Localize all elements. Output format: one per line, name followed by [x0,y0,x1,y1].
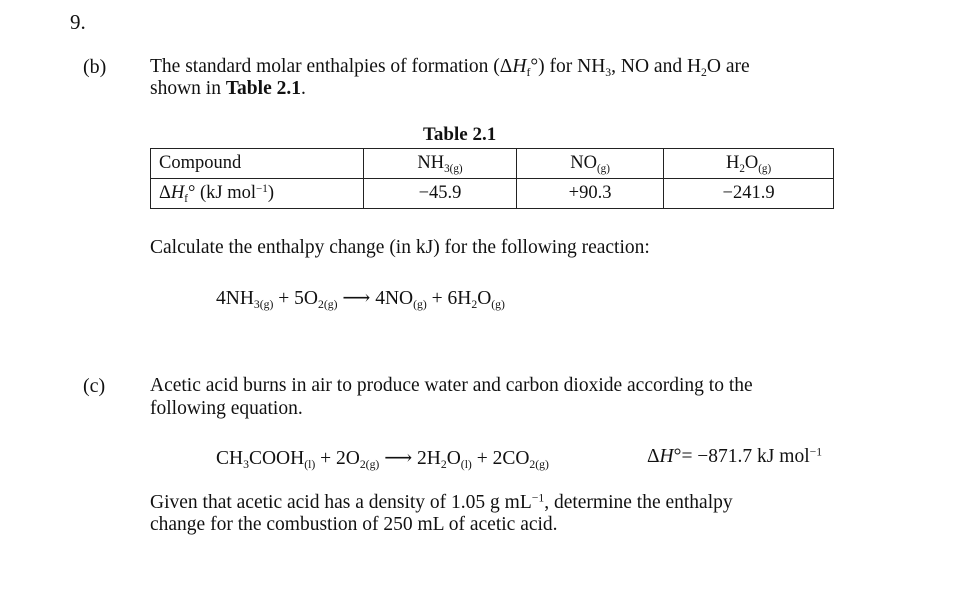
part-c-given-line1: Given that acetic acid has a density of 1.05 g $mL^{-1}$, determine the enthalpy [150,491,733,513]
table-caption: Table 2.1 [423,124,497,145]
header-cell-no: $NO_{(g)}$ [517,149,664,179]
part-c-enthalpy: ΔH°= −871.7 kJ mol$^{-1}$ [647,445,823,467]
value-cell-no: +90.3 [517,179,664,209]
question-number: 9. [70,10,86,34]
table-value-row [151,179,834,209]
part-b-label: (b) [83,56,107,78]
header-cell-nh3: $NH_{3(g)}$ [364,149,517,179]
part-b-instruction: Calculate the enthalpy change (in kJ) for the following reaction: [150,237,650,258]
table-header-row [151,149,834,179]
part-c-label: (c) [83,375,106,397]
value-row-label: $\Delta H_f^\circ$ (kJ mol$^{-1}$) [151,179,364,209]
part-b-reaction: $4NH_{3(g)} + 5O_{2(g)}$ ⟶ $4NO_{(g)} + 6H_2O_{(g)}$ [216,288,505,312]
header-cell-compound: Compound [151,149,364,179]
part-b-intro-line2: shown in Table 2.1. [150,78,306,99]
value-cell-nh3: −45.9 [364,179,517,209]
enthalpy-table [150,148,834,209]
part-c-reaction: $CH_3COOH_{(l)} + 2O_{2(g)}$ ⟶ $2H_2O_{(l)} + 2CO_{2(g)}$ [216,448,549,472]
part-c-given-line2: change for the combustion of 250 mL of acetic acid. [150,514,558,535]
value-cell-h2o: −241.9 [664,179,834,209]
part-b-intro-line1: The standard molar enthalpies of formation $(\Delta H_f^\circ)$ for $NH_3$, NO and $H_2O$ are [150,56,750,80]
part-c-intro-line2: following equation. [150,398,303,419]
part-c-intro-line1: Acetic acid burns in air to produce water and carbon dioxide according to the [150,375,753,396]
header-cell-h2o: $H_2O_{(g)}$ [664,149,834,179]
